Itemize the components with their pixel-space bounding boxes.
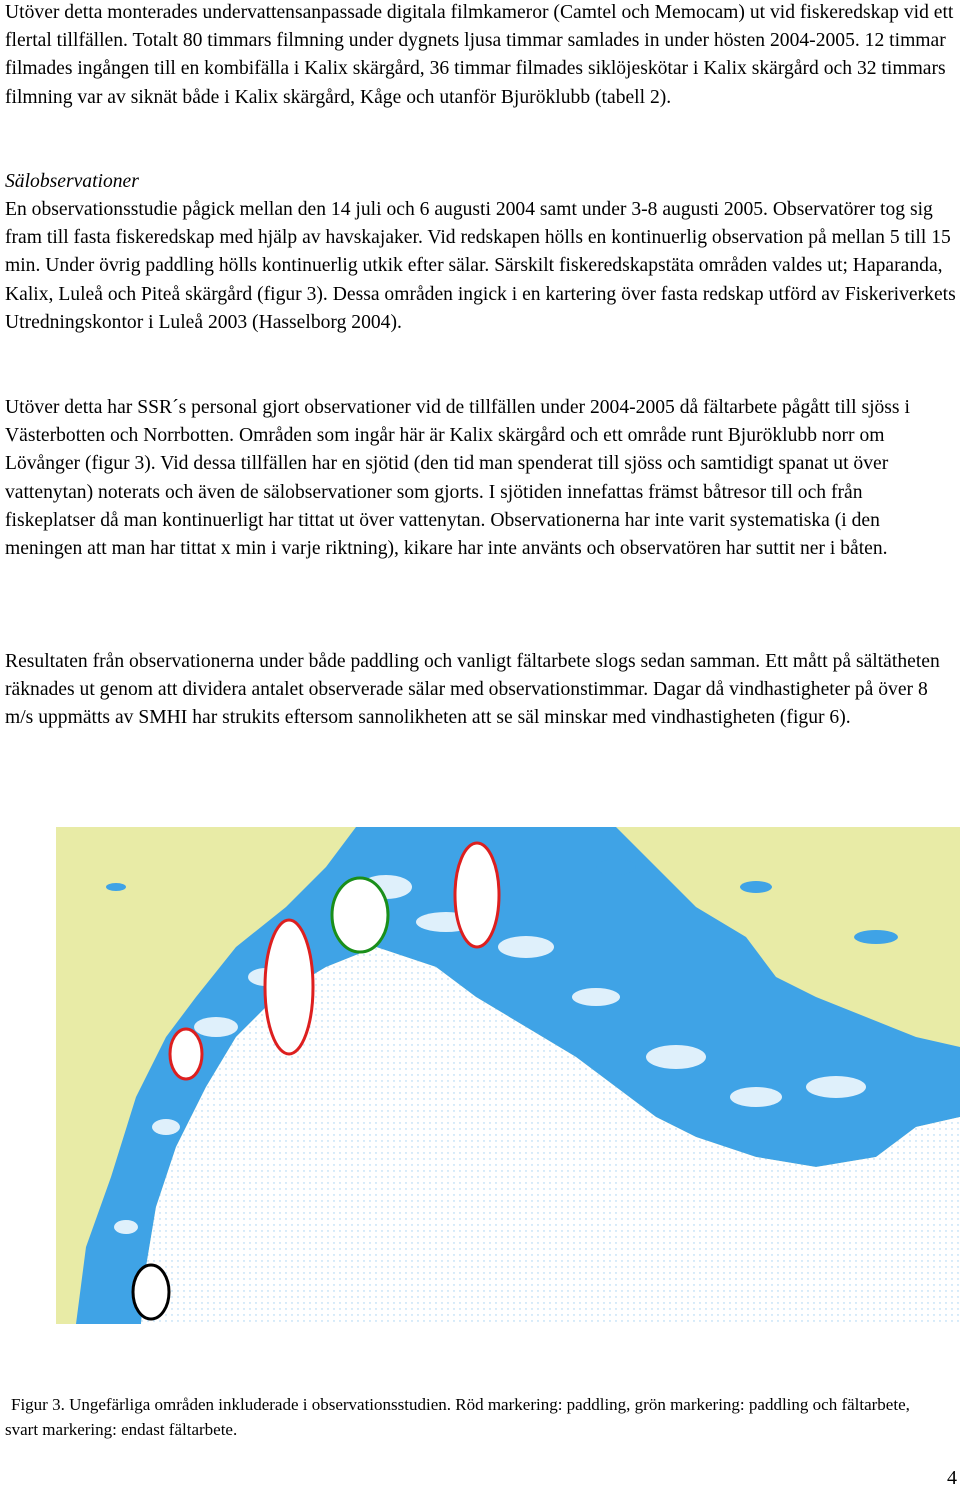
red-marker-2: [265, 920, 313, 1054]
paragraph-ssr-observations: Utöver detta har SSR´s personal gjort observationer vid de tillfällen under 2004-2005 då fältarbete pågått till sjöss i Västerbotten och Norrbotten. Områden som ingår här är Kalix skärgård och ett område runt Bjuröklubb norr om Lövånger (figur 3). Vid dessa tillfällen har en sjötid (den tid man spenderat till sjöss och samtidigt spanat ut över vattenytan) noterats och även de sälobservationer som gjorts. I sjötiden innefattas främst båtresor till och från fiskeplatser då man kontinuerligt har tittat ut över vattenytan. Observationerna har inte varit systematiska (i den meningen att man har tittat x min i varje riktning), kikare har inte använts och observatören har suttit ner i båten.: [5, 397, 910, 560]
figure-caption: [5, 1392, 925, 1442]
section-heading: Sälobservationer: [5, 171, 139, 192]
figure-caption-text: Figur 3. Ungefärliga områden inkluderade i observationsstudien. Röd markering: paddling, grön markering: paddling och fältarbete, svart markering: endast fältarbete.: [5, 1395, 910, 1439]
figure-map: [56, 827, 960, 1324]
green-marker: [332, 878, 388, 952]
paragraph-results: Resultaten från observationerna under både paddling och vanligt fältarbete slogs sedan samman. Ett mått på sältätheten räknades ut genom att dividera antalet observerade sälar med observationstimmar. Dagar då vindhastigheter på över 8 m/s uppmätts av SMHI har strukits eftersom sannolikheten att se säl minskar med vindhastigheten (figur 6).: [5, 651, 940, 729]
paragraph-camera-filming: Utöver detta monterades undervattensanpassade digitala filmkameror (Camtel och Memocam) ut vid fiskeredskap vid ett flertal tillfällen. Totalt 80 timmars filmning under dygnets ljusa timmar samlades in under hösten 2004-2005. 12 timmar filmades ingången till en kombifälla i Kalix skärgård, 36 timmar filmades siklöjeskötar i Kalix skärgård och 32 timmars filmning var av siknät både i Kalix skärgård, Kåge och utanför Bjuröklubb (tabell 2).: [5, 2, 954, 108]
black-marker: [133, 1265, 169, 1319]
paragraph-observation-study: En observationsstudie pågick mellan den 14 juli och 6 augusti 2004 samt under 3-8 augusti 2005. Observatörer tog sig fram till fasta fiskeredskap med hjälp av havskajaker. Vid redskapen hölls en kontinuerlig observation på mellan 5 till 15 min. Under övrig paddling hölls kontinuerlig utkik efter sälar. Särskilt fiskeredskapstäta områden valdes ut; Haparanda, Kalix, Luleå och Piteå skärgård (figur 3). Dessa områden ingick i en kartering över fasta redskap utförd av Fiskeriverkets Utredningskontor i Luleå 2003 (Hasselborg 2004).: [5, 199, 956, 333]
red-marker-1: [170, 1029, 202, 1079]
page-number: 4: [947, 1467, 957, 1489]
red-marker-3: [455, 843, 499, 947]
coastline-map: [56, 827, 960, 1324]
